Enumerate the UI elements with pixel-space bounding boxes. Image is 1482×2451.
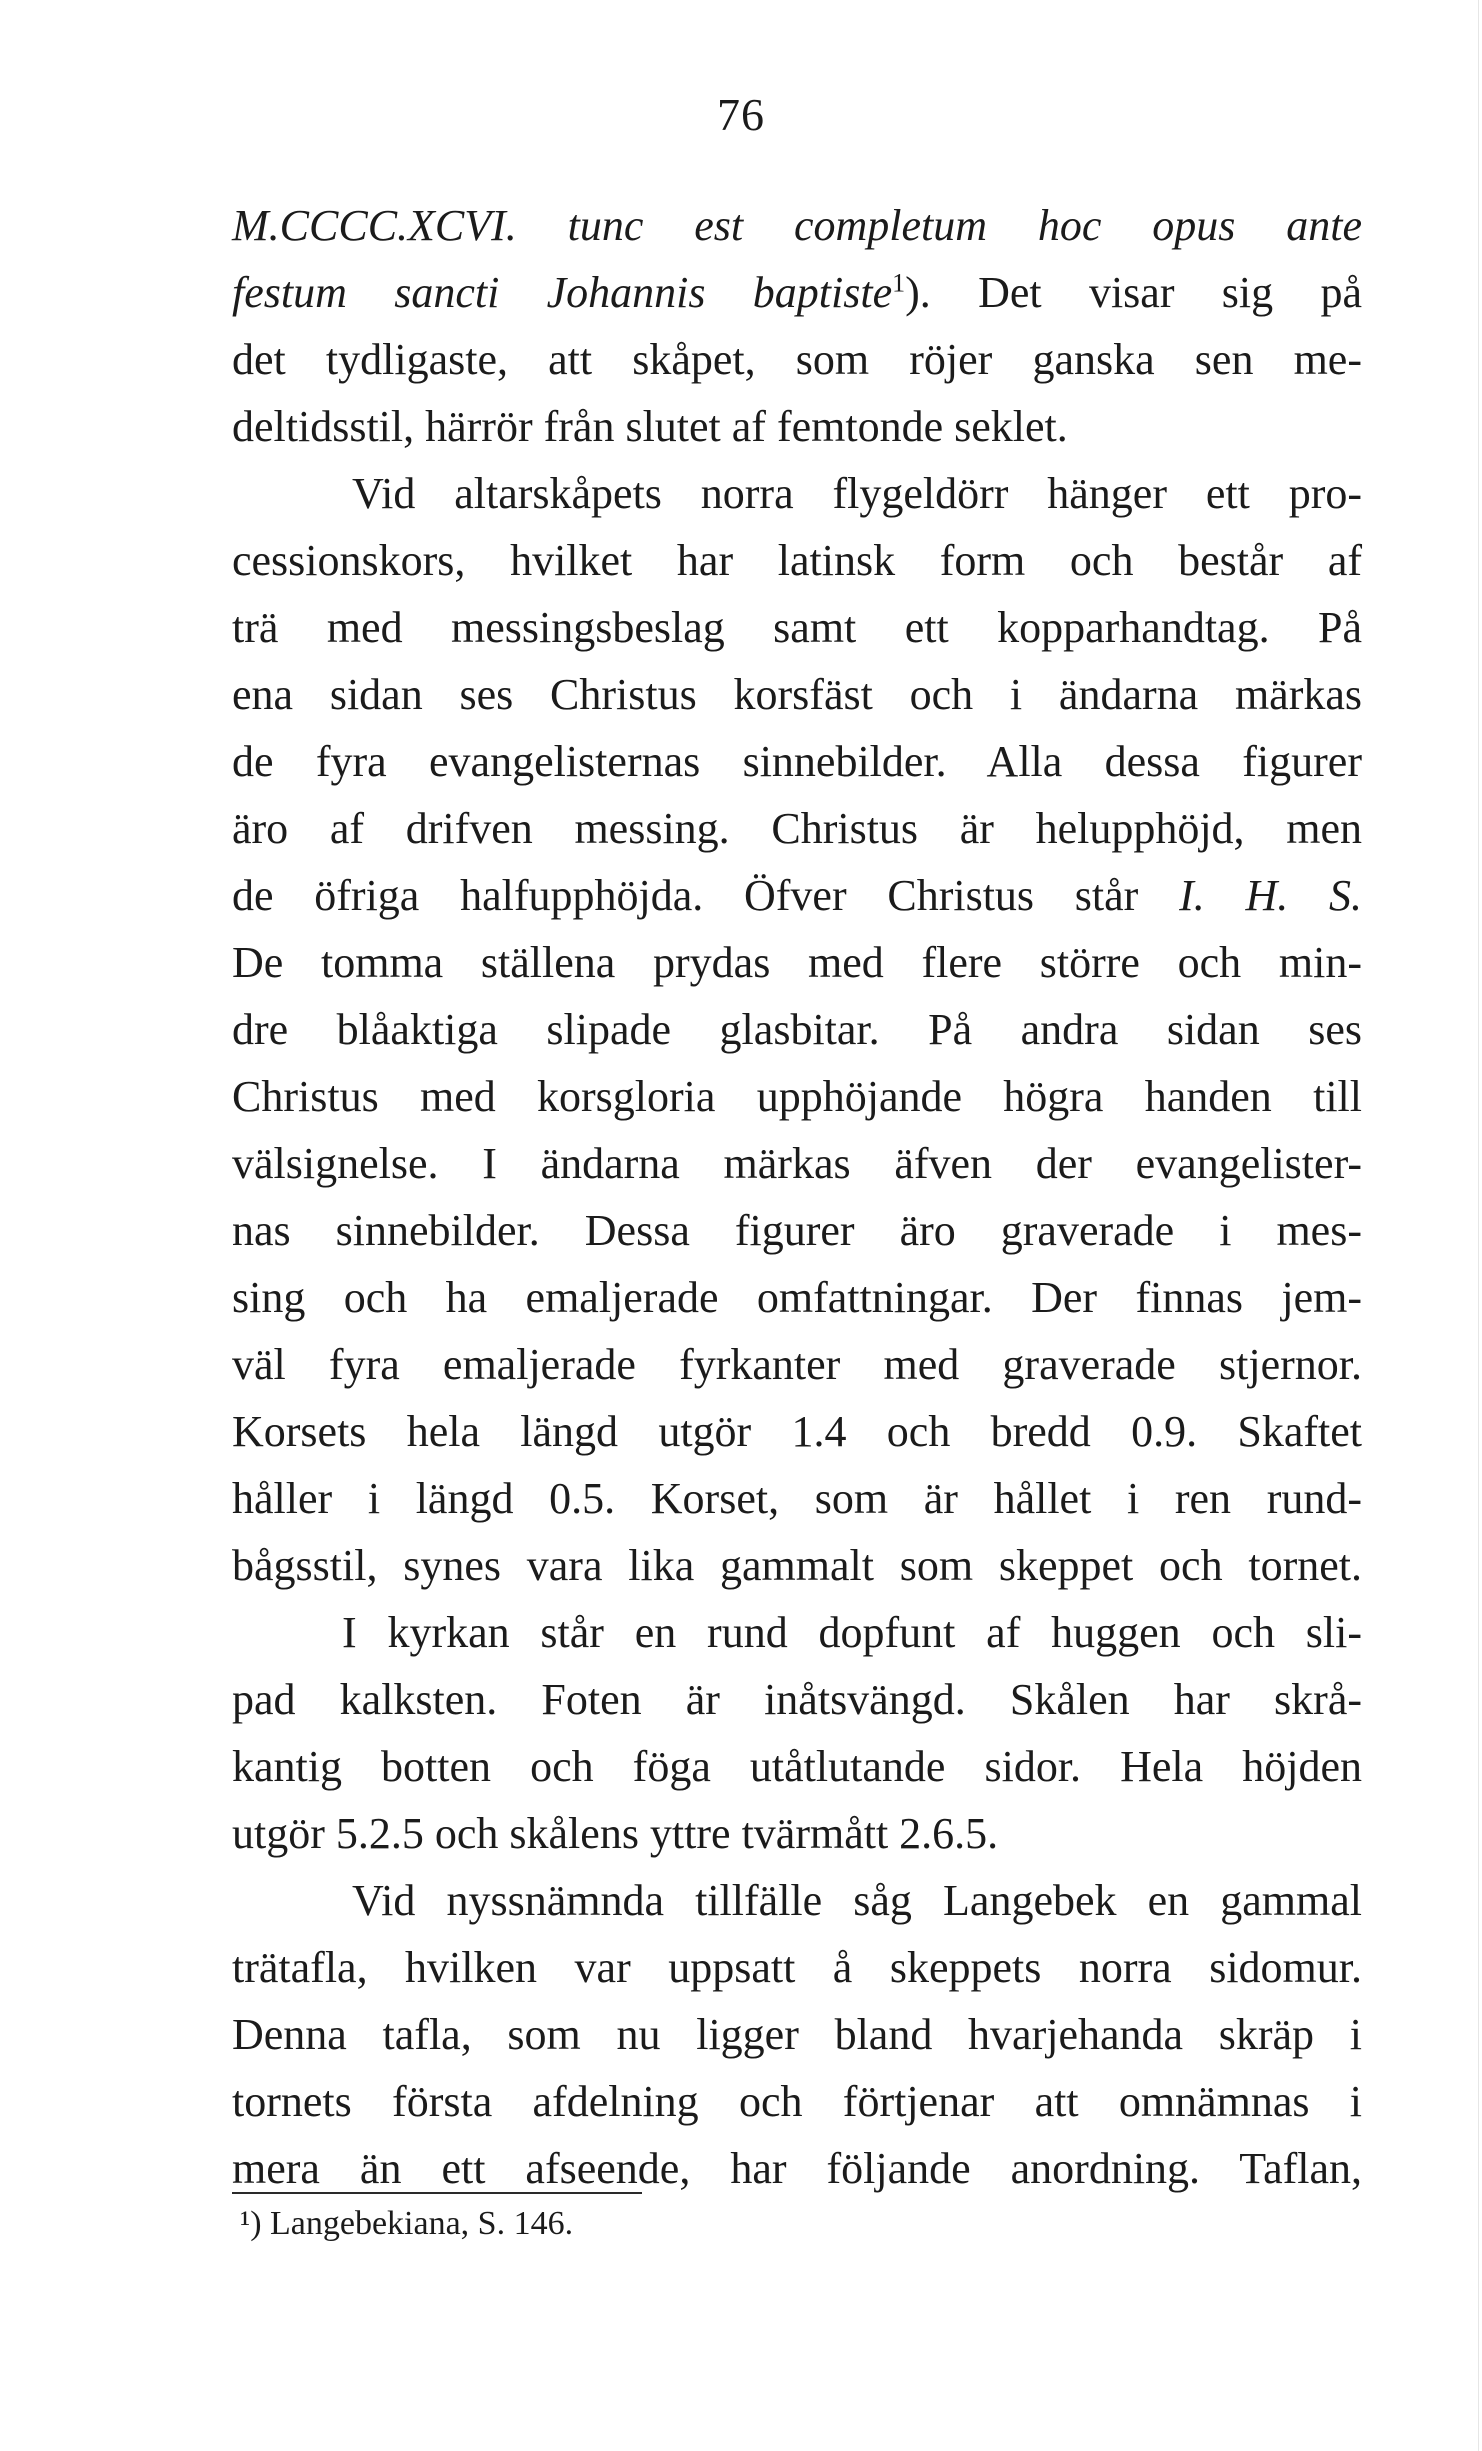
text-line-10: äro af drifven messing. Christus är helupphöjd, men (232, 804, 1362, 853)
footnote: ¹) Langebekiana, S. 146. (240, 2205, 574, 2242)
body-text (232, 192, 1362, 2202)
text-line-4: deltidsstil, härrör från slutet af femtonde seklet. (232, 402, 1068, 451)
text-line-14: Christus med korsgloria upphöjande högra handen till (232, 1072, 1362, 1121)
text-line-23: pad kalksten. Foten är inåtsvängd. Skålen har skrå- (232, 1675, 1362, 1724)
text-line-27: trätafla, hvilken var uppsatt å skeppets norra sidomur. (232, 1943, 1362, 1992)
page-number: 76 (717, 89, 765, 140)
text-line-1 (232, 192, 1362, 259)
text-line-13: dre blåaktiga slipade glasbitar. På andra sidan ses (232, 1005, 1362, 1054)
text-line-17: sing och ha emaljerade omfattningar. Der finnas jem- (232, 1273, 1362, 1322)
text-line-15: välsignelse. I ändarna märkas äfven der evangelister- (232, 1139, 1362, 1188)
text-line-21: bågsstil, synes vara lika gammalt som skeppet och tornet. (232, 1541, 1362, 1590)
text-line-11 (232, 862, 1362, 929)
latin-inscription: M.CCCC.XCVI. tunc est completum hoc opus ante (232, 201, 1362, 250)
text-line-25: utgör 5.2.5 och skålens yttre tvärmått 2.6.5. (232, 1809, 999, 1858)
text-line-2-rest: ). Det visar sig på (905, 268, 1362, 317)
text-line-18: väl fyra emaljerade fyrkanter med graverade stjernor. (232, 1340, 1362, 1389)
text-line-9: de fyra evangelisternas sinnebilder. Alla dessa figurer (232, 737, 1362, 786)
text-line-24: kantig botten och föga utåtlutande sidor. Hela höjden (232, 1742, 1362, 1791)
text-line-7: trä med messingsbeslag samt ett kopparhandtag. På (232, 603, 1362, 652)
ihs-monogram: I. H. S. (1179, 871, 1362, 920)
page-edge-line (1478, 0, 1479, 2451)
latin-inscription-end: festum sancti Johannis baptiste (232, 268, 893, 317)
text-line-8: ena sidan ses Christus korsfäst och i ändarna märkas (232, 670, 1362, 719)
text-line-20: håller i längd 0.5. Korset, som är hållet i ren rund- (232, 1474, 1362, 1523)
text-line-22: I kyrkan står en rund dopfunt af huggen och sli- (342, 1608, 1362, 1657)
text-line-12: De tomma ställena prydas med flere större och min- (232, 938, 1362, 987)
text-line-19: Korsets hela längd utgör 1.4 och bredd 0.9. Skaftet (232, 1407, 1362, 1456)
text-line-28: Denna tafla, som nu ligger bland hvarjehanda skräp i (232, 2010, 1362, 2059)
text-line-26: Vid nyssnämnda tillfälle såg Langebek en gammal (352, 1876, 1362, 1925)
text-line-5: Vid altarskåpets norra flygeldörr hänger ett pro- (352, 469, 1362, 518)
text-line-6: cessionskors, hvilket har latinsk form och består af (232, 536, 1362, 585)
text-line-30: mera än ett afseende, har följande anordning. Taflan, (232, 2144, 1362, 2193)
text-line-29: tornets första afdelning och förtjenar att omnämnas i (232, 2077, 1362, 2126)
footnote-marker: 1 (892, 268, 906, 298)
text-line-16: nas sinnebilder. Dessa figurer äro graverade i mes- (232, 1206, 1362, 1255)
text-line-3: det tydligaste, att skåpet, som röjer ganska sen me- (232, 335, 1362, 384)
footnote-rule (232, 2192, 642, 2194)
text-line-2 (232, 259, 1362, 326)
text-line-11-start: de öfriga halfupphöjda. Öfver Christus står (232, 871, 1180, 920)
